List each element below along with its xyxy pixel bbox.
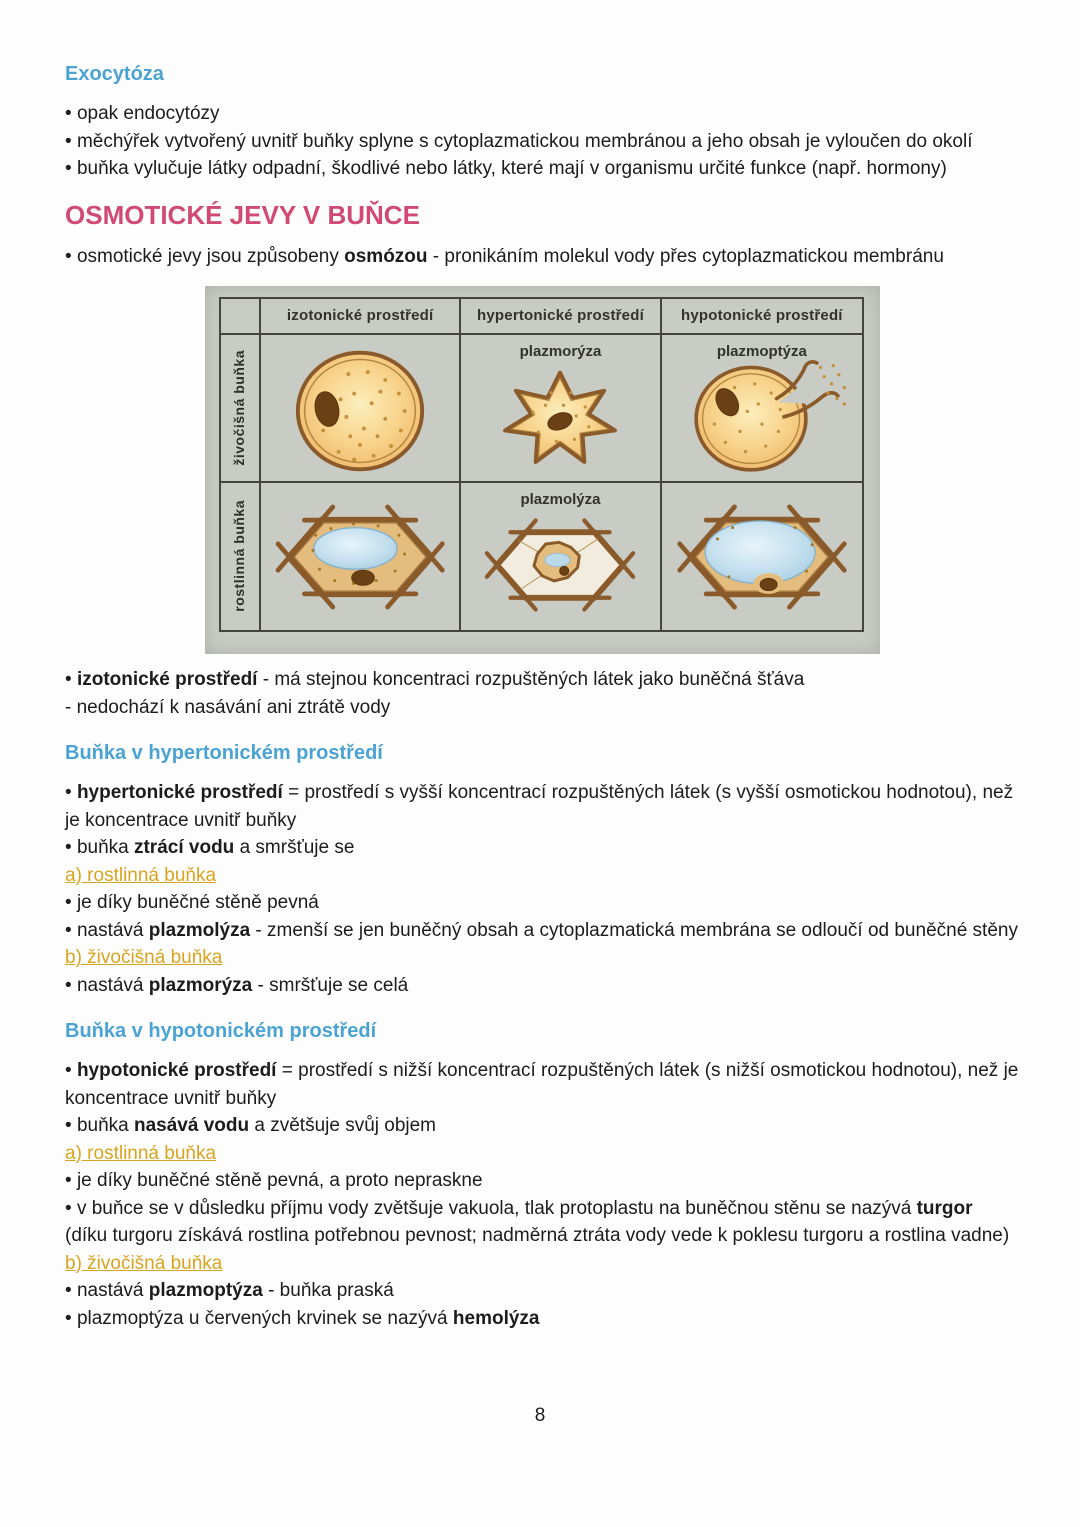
bullet-item: • buňka nasává vodu a zvětšuje svůj objem bbox=[65, 1112, 1020, 1140]
bullet-item: • nastává plazmoptýza - buňka praská bbox=[65, 1277, 1020, 1305]
bullet-item: • nastává plazmolýza - zmenší se jen buněčný obsah a cytoplazmatická membrána se odloučí od buněčné stěny bbox=[65, 917, 1020, 945]
note-line: - nedochází k nasávání ani ztrátě vody bbox=[65, 696, 391, 718]
cell-plant-hypertonic bbox=[461, 483, 661, 631]
bullet-item: • buňka ztrácí vodu a smršťuje se bbox=[65, 834, 1020, 862]
col-header-hypotonic: hypotonické prostředí bbox=[662, 299, 862, 335]
bullet-item: • plazmoptýza u červených krvinek se nazývá hemolýza bbox=[65, 1305, 1020, 1333]
section-heading-osmoticke-jevy: OSMOTICKÉ JEVY V BUŇCE bbox=[65, 199, 420, 230]
row-label-animal-cell: živočišná buňka bbox=[221, 335, 261, 483]
bullet-item: • je díky buněčné stěně pevná bbox=[65, 889, 1020, 917]
cell-animal-hypertonic bbox=[461, 335, 661, 483]
hypotonic-bullets bbox=[65, 1057, 1020, 1140]
cell-animal-hypotonic bbox=[662, 335, 862, 483]
plant-cell-hypertonic-drawing bbox=[461, 503, 659, 629]
osmosis-table-photo bbox=[205, 286, 880, 654]
subheading-plant-cell-a: a) rostlinná buňka bbox=[65, 1142, 217, 1164]
table-corner-cell bbox=[221, 299, 261, 335]
bullet-item: • v buňce se v důsledku příjmu vody zvětšuje vakuola, tlak protoplastu na buněčnou stěnu se nazývá turgor (díku turgoru získává rostlina potřebnou pevnost; nadměrná ztráta vody vede k poklesu turgoru a rostlina vadne) bbox=[65, 1195, 1020, 1250]
animal-cell-isotonic-drawing bbox=[261, 335, 459, 479]
row-label-plant-cell: rostlinná buňka bbox=[221, 483, 261, 631]
bullet-item: • je díky buněčné stěně pevná, a proto nepraskne bbox=[65, 1167, 1020, 1195]
section-heading-hypotonic: Buňka v hypotonickém prostředí bbox=[65, 1020, 377, 1042]
exocytoza-bullets bbox=[65, 100, 1020, 183]
bullet-item: • osmotické jevy jsou způsobeny osmózou - pronikáním molekul vody přes cytoplazmatickou membránu bbox=[65, 243, 1020, 271]
isotonic-notes bbox=[65, 666, 1020, 721]
bullet-item: • hypotonické prostředí = prostředí s nižší koncentrací rozpuštěných látek (s nižší osmotickou hodnotou), než je koncentrace uvnitř buňky bbox=[65, 1057, 1020, 1112]
subheading-plant-cell-a: a) rostlinná buňka bbox=[65, 864, 217, 886]
annotation-plazmolyza: plazmolýza bbox=[520, 490, 601, 508]
cell-plant-isotonic bbox=[261, 483, 461, 631]
hypertonic-animal-bullets bbox=[65, 972, 1020, 1000]
bullet-item: • izotonické prostředí - má stejnou koncentraci rozpuštěných látek jako buněčná šťáva bbox=[65, 666, 1020, 694]
hypotonic-animal-bullets bbox=[65, 1277, 1020, 1332]
cell-animal-isotonic bbox=[261, 335, 461, 483]
cell-plant-hypotonic bbox=[662, 483, 862, 631]
annotation-plazmoptyza: plazmoptýza bbox=[716, 343, 807, 360]
bullet-item: • měchýřek vytvořený uvnitř buňky splyne s cytoplazmatickou membránou a jeho obsah je vyloučen do okolí bbox=[65, 128, 1020, 156]
subheading-animal-cell-b: b) živočišná buňka bbox=[65, 947, 223, 968]
bullet-item: • hypertonické prostředí = prostředí s vyšší koncentrací rozpuštěných látek (s vyšší osmotickou hodnotou), než je koncentrace uvnitř buňky bbox=[65, 779, 1020, 834]
col-header-isotonic: izotonické prostředí bbox=[261, 299, 461, 335]
osmosis-table bbox=[219, 297, 864, 632]
animal-cell-hypertonic-drawing bbox=[461, 355, 659, 479]
bullet-item: • opak endocytózy bbox=[65, 100, 1020, 128]
hypertonic-plant-bullets bbox=[65, 889, 1020, 944]
subheading-animal-cell-b: b) živočišná buňka bbox=[65, 1252, 223, 1274]
animal-cell-hypotonic-drawing bbox=[662, 355, 862, 479]
annotation-plazmoryza: plazmorýza bbox=[519, 343, 602, 360]
hypertonic-bullets bbox=[65, 779, 1020, 862]
section-heading-hypertonic: Buňka v hypertonickém prostředí bbox=[65, 742, 383, 764]
plant-cell-hypotonic-drawing bbox=[662, 483, 862, 629]
plant-cell-isotonic-drawing bbox=[261, 483, 459, 629]
section-heading-exocytoza: Exocytóza bbox=[65, 63, 164, 85]
hypotonic-plant-bullets bbox=[65, 1167, 1020, 1250]
page-number: 8 bbox=[534, 1405, 546, 1426]
col-header-hypertonic: hypertonické prostředí bbox=[461, 299, 661, 335]
bullet-item: • buňka vylučuje látky odpadní, škodlivé nebo látky, které mají v organismu určité funkce (např. hormony) bbox=[65, 155, 1020, 183]
bullet-item: • nastává plazmorýza - smršťuje se celá bbox=[65, 972, 1020, 1000]
